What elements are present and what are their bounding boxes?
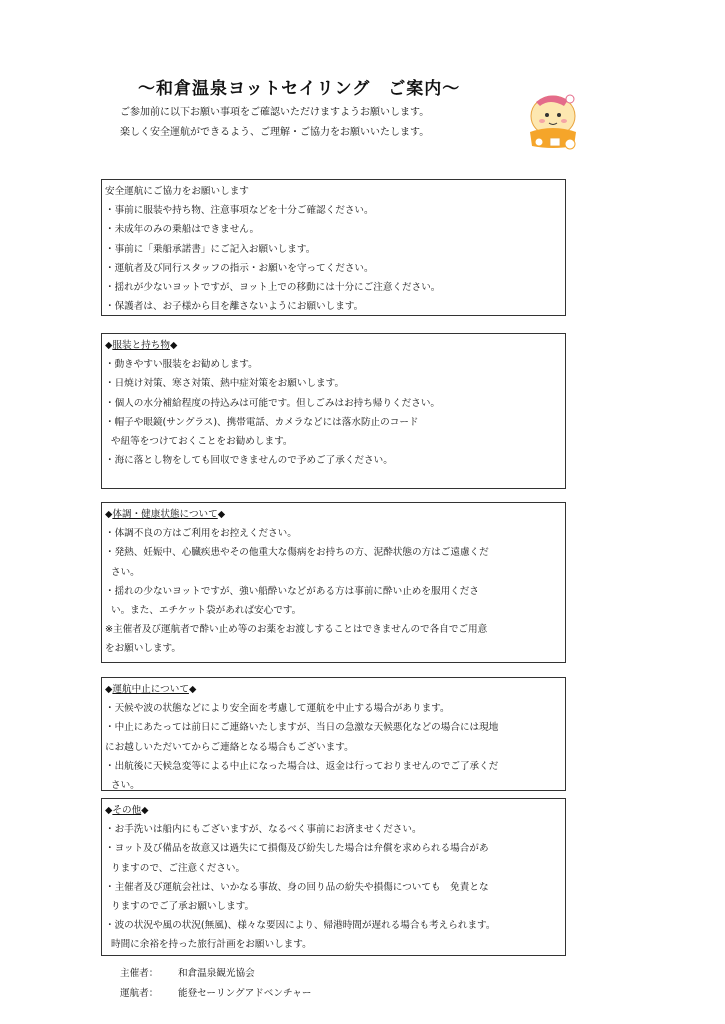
list-item: ・お手洗いは船内にもございますが、なるべく事前にお済ませください。: [105, 824, 422, 836]
organizer-name: 和倉温泉観光協会: [178, 968, 255, 979]
list-item: ・事前に「乗船承諾書」にご記入お願いします。: [105, 243, 316, 255]
section-heading: [105, 336, 561, 355]
diamond-icon: ◆: [105, 684, 113, 695]
section-heading-text: 運航中止について: [112, 684, 189, 695]
footer: [120, 964, 311, 1004]
operator-label: 運航者：: [120, 988, 159, 999]
clothing-section: [101, 333, 566, 489]
list-item: ・海に落とし物をしても回収できませんので予めご了承ください。: [105, 455, 393, 467]
diamond-icon: ◆: [188, 684, 197, 695]
diamond-icon: ◆: [169, 340, 178, 351]
list-item: をお願いします。: [105, 643, 181, 655]
section-heading-text: 服装と持ち物: [112, 340, 170, 351]
list-item: ・個人の水分補給程度の持込みは可能です。但しごみはお持ち帰りください。: [105, 397, 441, 409]
list-item: 時間に余裕を持った旅行計画をお願いします。: [111, 939, 312, 951]
list-item: ・中止にあたっては前日にご連絡いたしますが、当日の急激な天候悪化などの場合には現地: [105, 722, 499, 734]
organizer-row: [120, 964, 311, 984]
list-item: ・日焼け対策、寒さ対策、熱中症対策をお願いします。: [105, 378, 345, 390]
list-item: ・主催者及び運航会社は、いかなる事故、身の回り品の紛失や損傷についても 免責とな: [105, 881, 489, 893]
list-item: りますので、ご注意ください。: [111, 862, 246, 874]
section-heading: [105, 801, 561, 820]
list-item: ・揺れが少ないヨットですが、ヨット上での移動には十分にご注意ください。: [105, 282, 441, 294]
list-item: ・出航後に天候急変等による中止になった場合は、返金は行っておりませんのでご了承くだ: [105, 760, 499, 772]
list-item: ・帽子や眼鏡(サングラス)、携帯電話、カメラなどには落水防止のコード: [105, 416, 419, 428]
diamond-icon: ◆: [217, 509, 226, 520]
section-heading-text: 体調・健康状態について: [112, 509, 218, 520]
intro-line: 楽しく安全運航ができるよう、ご理解・ご協力をお願いいたします。: [120, 127, 430, 138]
intro-text: [120, 103, 429, 143]
section-heading: 安全運航にご協力をお願いします: [105, 186, 249, 197]
mascot-character-icon: [520, 88, 582, 152]
intro-line: ご参加前に以下お願い事項をご確認いただけますようお願いします。: [120, 107, 430, 118]
list-item: ・揺れの少ないヨットですが、強い船酔いなどがある方は事前に酔い止めを服用くださ: [105, 585, 479, 597]
list-item: ・天候や波の状態などにより安全面を考慮して運航を中止する場合があります。: [105, 703, 450, 715]
cancellation-section: [101, 677, 566, 791]
section-heading: [105, 680, 561, 699]
diamond-icon: ◆: [105, 509, 113, 520]
organizer-label: 主催者：: [120, 968, 159, 979]
operator-name: 能登セーリングアドベンチャー: [178, 988, 312, 999]
diamond-icon: ◆: [105, 805, 113, 816]
list-item: ・発熱、妊娠中、心臓疾患やその他重大な傷病をお持ちの方、泥酔状態の方はご遠慮くだ: [105, 547, 489, 559]
section-heading: [105, 505, 561, 524]
list-item: い。また、エチケット袋があれば安心です。: [111, 605, 302, 617]
list-item: さい。: [111, 566, 140, 578]
list-item: ※主催者及び運航者で酔い止め等のお薬をお渡しすることはできませんので各自でご用意: [105, 624, 488, 636]
list-item: や紐等をつけておくことをお勧めします。: [111, 436, 293, 448]
list-item: ・ヨット及び備品を故意又は過失にて損傷及び紛失した場合は弁償を求められる場合があ: [105, 843, 489, 855]
section-heading-text: その他: [112, 805, 142, 816]
safety-section: [101, 179, 566, 316]
operator-row: [120, 984, 311, 1004]
list-item: ・波の状況や風の状況(無風)、様々な要因により、帰港時間が遅れる場合も考えられます。: [105, 920, 496, 932]
diamond-icon: ◆: [105, 340, 113, 351]
list-item: ・体調不良の方はご利用をお控えください。: [105, 528, 297, 540]
list-item: ・動きやすい服装をお勧めします。: [105, 359, 258, 371]
diamond-icon: ◆: [141, 805, 149, 816]
list-item: にお越しいただいてからご連絡となる場合もございます。: [105, 741, 354, 753]
health-section: [101, 502, 566, 663]
list-item: ・保護者は、お子様から目を離さないようにお願いします。: [105, 301, 364, 313]
list-item: ・事前に服装や持ち物、注意事項などを十分ご確認ください。: [105, 205, 374, 217]
list-item: りますのでご了承お願いします。: [111, 901, 255, 913]
list-item: ・運航者及び同行スタッフの指示・お願いを守ってください。: [105, 262, 374, 274]
page-title: ～和倉温泉ヨットセイリング ご案内～: [138, 79, 461, 99]
list-item: さい。: [111, 780, 140, 792]
other-section: [101, 798, 566, 956]
list-item: ・未成年のみの乗船はできません。: [105, 224, 260, 236]
